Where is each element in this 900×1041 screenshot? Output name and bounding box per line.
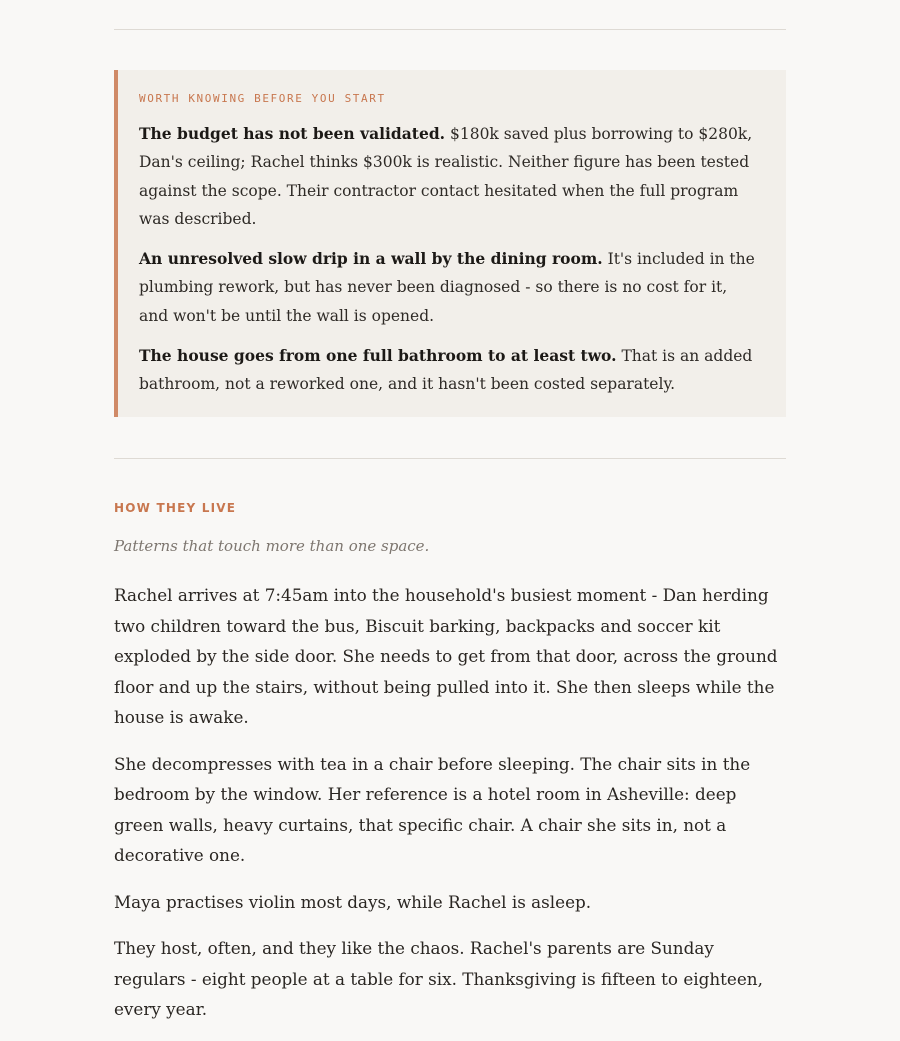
callout-item-text: That is an added bathroom, not a reworked one, and it hasn't been costed separately.	[139, 347, 753, 394]
warning-callout	[114, 70, 786, 417]
callout-label: WORTH KNOWING BEFORE YOU START	[139, 92, 386, 105]
callout-item-text: $180k saved plus borrowing to $280k, Dan's ceiling; Rachel thinks $300k is realistic. Neither figure has been tested against the scope. Their contractor contact hesitated when the full program was described.	[139, 125, 753, 228]
callout-item-title: The budget has not been validated.	[139, 124, 446, 143]
body-paragraph: She decompresses with tea in a chair before sleeping. The chair sits in the bedroom by the window. Her reference is a hotel room in Asheville: deep green walls, heavy curtains, that specific chair. A chair she sits in, not a decorative one.	[114, 753, 751, 865]
top-divider	[114, 29, 786, 30]
callout-item-bathroom	[139, 342, 756, 399]
how-they-live-section	[114, 500, 786, 1041]
section-body	[114, 580, 786, 1025]
callout-item-drip	[139, 245, 756, 330]
callout-item-budget	[139, 120, 756, 233]
body-paragraph: Rachel arrives at 7:45am into the household's busiest moment - Dan herding two children toward the bus, Biscuit barking, backpacks and soccer kit exploded by the side door. She needs to get from that door, across the ground floor and up the stairs, without being pulled into it. She then sleeps while the house is awake.	[114, 585, 778, 727]
callout-item-title: An unresolved slow drip in a wall by the dining room.	[139, 249, 603, 269]
section-divider	[114, 458, 786, 459]
callout-item-text: It's included in the plumbing rework, but has never been diagnosed - so there is no cost for it, and won't be until the wall is opened.	[139, 250, 755, 325]
body-paragraph: They host, often, and they like the chaos. Rachel's parents are Sunday regulars - eight people at a table for six. Thanksgiving is fifteen to eighteen, every year.	[114, 938, 763, 1019]
callout-item-title: The house goes from one full bathroom to at least two.	[139, 346, 617, 366]
section-heading: HOW THEY LIVE	[114, 501, 237, 515]
body-paragraph: Maya practises violin most days, while Rachel is asleep.	[114, 891, 592, 912]
section-subtitle: Patterns that touch more than one space.	[114, 537, 430, 555]
